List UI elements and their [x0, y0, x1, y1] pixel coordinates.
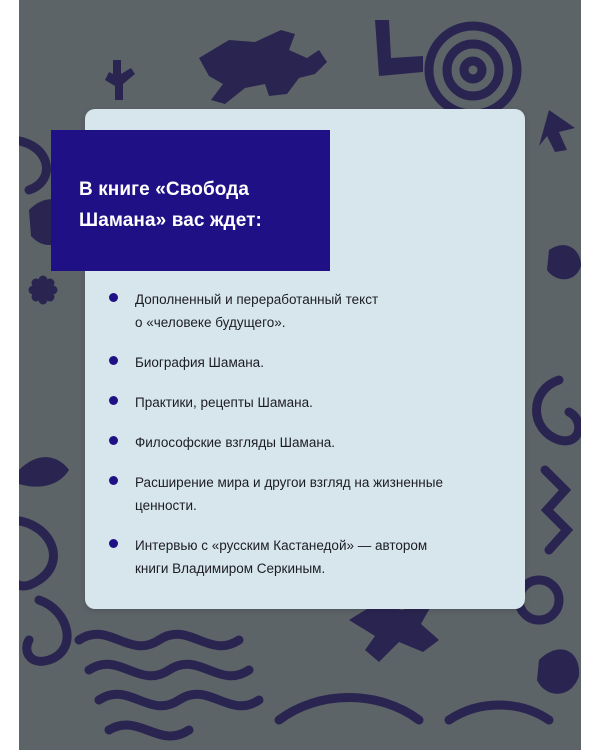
- wave-bottom-3: [99, 694, 259, 706]
- bullet-icon: [109, 436, 118, 445]
- list-item: [109, 351, 509, 374]
- list-item: [109, 431, 509, 454]
- ring-bottom-right: [519, 580, 559, 620]
- title-line-1: В книге «Свобода: [79, 179, 250, 200]
- list-item: [109, 534, 509, 580]
- spiral-circle-outer: [429, 26, 517, 114]
- list-item: [109, 471, 509, 517]
- list-item-text: Интервью с «русским Кастанедой» — автором: [135, 538, 428, 553]
- bullet-icon: [109, 293, 118, 302]
- title-box: [51, 130, 330, 271]
- title-line-2: Шамана» вас ждет:: [79, 210, 262, 231]
- feature-list: [109, 288, 509, 597]
- swirl-left-2: [19, 520, 53, 586]
- list-item-text: Биография Шамана.: [135, 355, 264, 370]
- list-item-text: Расширение мира и другои взгляд на жизненные: [135, 475, 443, 490]
- list-item-text: ценности.: [135, 498, 197, 513]
- list-item-text: Дополненный и переработанный текст: [135, 292, 379, 307]
- leaf-figure-left: [19, 457, 69, 486]
- swirl-left-3: [27, 600, 67, 661]
- wave-bottom-2: [89, 664, 249, 676]
- boomerang-figure: [375, 20, 423, 76]
- list-item-text: о «человеке будущего».: [135, 315, 286, 330]
- wolf-figure: [199, 30, 327, 104]
- arc-bottom-2: [449, 705, 549, 720]
- bullet-icon: [109, 476, 118, 485]
- blob-right-1: [547, 245, 581, 279]
- star-lines-left: [33, 280, 53, 300]
- arc-bottom-1: [279, 698, 419, 721]
- list-item: [109, 288, 509, 334]
- wave-bottom-1: [79, 634, 239, 646]
- blob-right-2: [537, 649, 579, 693]
- zigzag-right: [545, 470, 567, 550]
- list-item-text: книги Владимиром Серкиным.: [135, 561, 326, 576]
- swirl-right: [537, 380, 579, 441]
- arrow-right: [539, 110, 575, 152]
- list-item: [109, 391, 509, 414]
- bullet-icon: [109, 356, 118, 365]
- list-item-text: Практики, рецепты Шамана.: [135, 395, 313, 410]
- spiral-circle-inner: [464, 61, 482, 79]
- bullet-icon: [109, 396, 118, 405]
- cactus-figure: [105, 60, 135, 100]
- bullet-icon: [109, 539, 118, 548]
- spiral-circle-mid: [447, 44, 499, 96]
- wave-bottom-4: [109, 725, 189, 736]
- swirl-left-1: [19, 140, 46, 190]
- list-item-text: Философские взгляды Шамана.: [135, 435, 336, 450]
